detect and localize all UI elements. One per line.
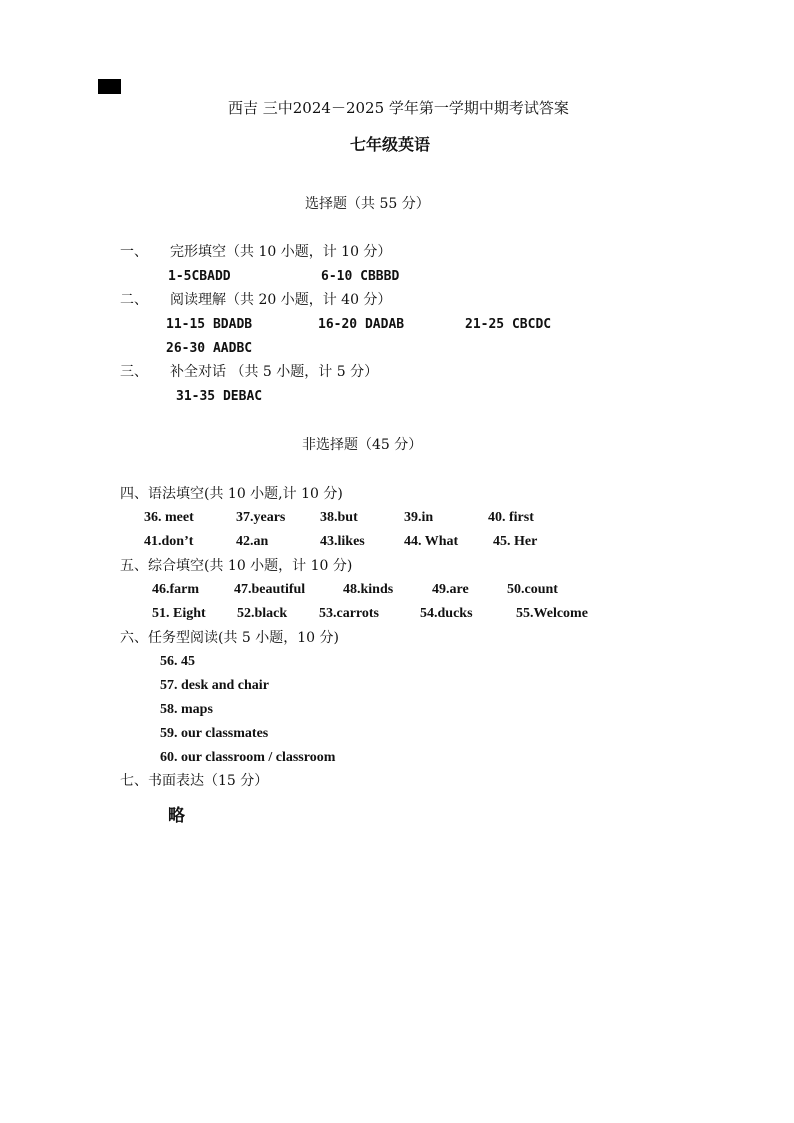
writing-answer: 略 [168,806,185,826]
answer-36: 36. meet [144,510,194,525]
section-5-label: 五、综合填空(共 10 小题，计 10 分) [120,558,353,574]
section-3-number: 三、 [120,364,148,380]
answer-46: 46.farm [152,582,200,597]
page-title: 西吉 三中2024－2025 学年第一学期中期考试答案 [228,99,569,117]
answer-52: 52.black [237,606,288,621]
answer-37: 37.years [236,510,286,525]
answer-45: 45. Her [493,534,538,549]
answer-56: 56. 45 [160,654,195,669]
answer-51: 51. Eight [152,606,206,621]
section-7-label: 七、书面表达（15 分） [120,773,269,789]
answer-41: 41.don’t [144,534,194,549]
answer-57: 57. desk and chair [160,678,269,693]
answer-1-5: 1-5CBADD [168,269,231,284]
answer-38: 38.but [320,510,358,525]
answer-59: 59. our classmates [160,726,269,741]
answer-44: 44. What [404,534,459,549]
answer-21-25: 21-25 CBCDC [465,317,552,332]
answer-60: 60. our classroom / classroom [160,750,336,765]
answer-16-20: 16-20 DADAB [318,317,405,332]
answer-54: 54.ducks [420,606,473,621]
answer-50: 50.count [507,582,558,597]
answer-55: 55.Welcome [516,606,588,621]
answer-42: 42.an [236,534,269,549]
answer-31-35: 31-35 DEBAC [176,389,263,404]
section-4-label: 四、语法填空(共 10 小题,计 10 分) [120,486,343,502]
section-3-label: 补全对话 （共 5 小题，计 5 分） [170,364,379,380]
section-6-label: 六、任务型阅读(共 5 小题，10 分) [120,630,339,646]
redaction-block [98,79,121,94]
nonchoice-heading: 非选择题（45 分） [302,437,423,453]
answer-47: 47.beautiful [234,582,306,597]
answer-53: 53.carrots [319,606,379,621]
answer-39: 39.in [404,510,434,525]
answer-40: 40. first [488,510,534,525]
answer-11-15: 11-15 BDADB [166,317,253,332]
section-2-number: 二、 [120,292,148,308]
answer-49: 49.are [432,582,469,597]
answer-6-10: 6-10 CBBBD [321,269,400,284]
section-1-number: 一、 [120,244,148,260]
answer-26-30: 26-30 AADBC [166,341,253,356]
answer-58: 58. maps [160,702,213,717]
answer-48: 48.kinds [343,582,394,597]
answer-43: 43.likes [320,534,365,549]
section-2-label: 阅读理解（共 20 小题，计 40 分） [170,292,392,308]
choice-heading: 选择题（共 55 分） [305,196,430,212]
section-1-label: 完形填空（共 10 小题，计 10 分） [170,244,392,260]
page-subtitle: 七年级英语 [350,135,431,154]
